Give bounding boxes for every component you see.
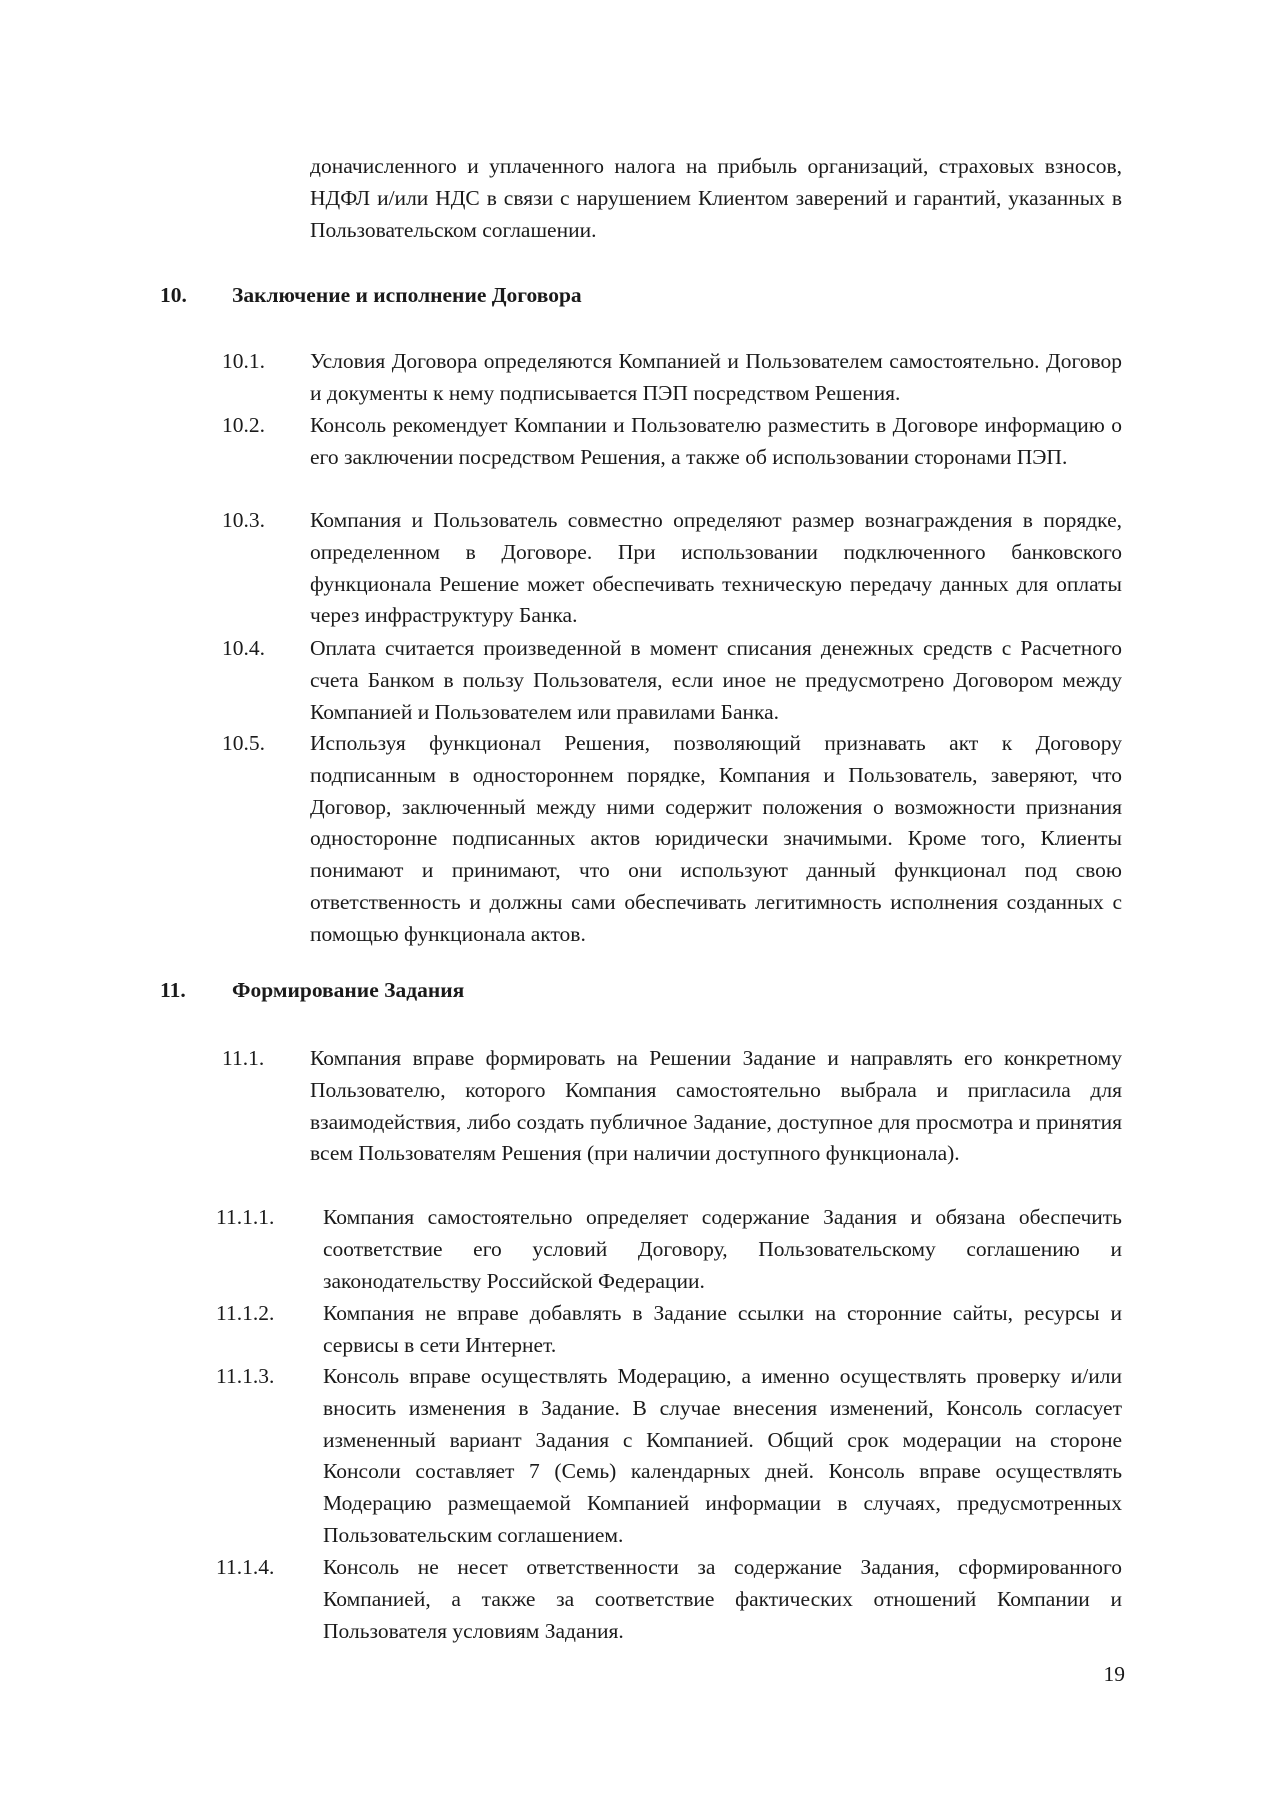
clause-text: Консоль вправе осуществлять Модерацию, а именно осуществлять проверку и/или вносить изменения в Задание. В случае внесения изменений, Консоль согласует измененный вариант Задания с Компанией. Общий срок модерации на стороне Консоли составляет 7 (Семь) календарных дней. Консоль вправе осуществлять Модерацию размещаемой Компанией информации в случаях, предусмотренных Пользовательским соглашением. [323,1364,1122,1547]
clause-number: 10.1. [222,349,265,373]
clause-text: Используя функционал Решения, позволяющий признавать акт к Договору подписанным в одностороннем порядке, Компания и Пользователь, заверяют, что Договор, заключенный между ними содержит положения о возможности признания односторонне подписанных актов юридически значимыми. Кроме того, Клиенты понимают и принимают, что они используют данный функционал под свою ответственность и должны сами обеспечивать легитимность исполнения созданных с помощью функционала актов. [310,731,1122,946]
page-number: 19 [1103,1662,1125,1686]
section-10-title: Заключение и исполнение Договора [232,283,582,307]
clause-number: 10.5. [222,731,265,755]
clause-text: Консоль не несет ответственности за содержание Задания, сформированного Компанией, а также за соответствие фактических отношений Компании и Пользователя условиям Задания. [323,1555,1122,1643]
clause-text: Условия Договора определяются Компанией и Пользователем самостоятельно. Договор и документы к нему подписывается ПЭП посредством Решения. [310,349,1122,405]
clause-number: 11.1.4. [216,1555,275,1579]
clause-text: Компания не вправе добавлять в Задание ссылки на сторонние сайты, ресурсы и сервисы в сети Интернет. [323,1301,1122,1357]
clause-text: Консоль рекомендует Компании и Пользователю разместить в Договоре информацию о его заключении посредством Решения, а также об использовании сторонами ПЭП. [310,413,1122,469]
clause-text: Компания самостоятельно определяет содержание Задания и обязана обеспечить соответствие его условий Договору, Пользовательскому соглашению и законодательству Российской Федерации. [323,1205,1122,1293]
clause-number: 11.1.3. [216,1364,275,1388]
clause-text: Компания вправе формировать на Решении Задание и направлять его конкретному Пользователю, которого Компания самостоятельно выбрала и пригласила для взаимодействия, либо создать публичное Задание, доступное для просмотра и принятия всем Пользователям Решения (при наличии доступного функционала). [310,1046,1122,1166]
section-11-title: Формирование Задания [232,978,465,1002]
clause-number: 10.2. [222,413,265,437]
clause-text: Оплата считается произведенной в момент списания денежных средств с Расчетного счета Банком в пользу Пользователя, если иное не предусмотрено Договором между Компанией и Пользователем или правилами Банка. [310,636,1122,724]
section-10-heading [160,283,582,308]
section-10-number: 10. [160,283,187,307]
clause-number: 10.4. [222,636,265,660]
section-11-heading [160,978,464,1003]
clause-number: 11.1.1. [216,1205,275,1229]
clause-text: Компания и Пользователь совместно определяют размер вознаграждения в порядке, определенном в Договоре. При использовании подключенного банковского функционала Решение может обеспечивать техническую передачу данных для оплаты через инфраструктуру Банка. [310,508,1122,628]
clause-number: 10.3. [222,508,265,532]
intro-continuation-paragraph: доначисленного и уплаченного налога на прибыль организаций, страховых взносов, НДФЛ и/или НДС в связи с нарушением Клиентом заверений и гарантий, указанных в Пользовательском соглашении. [310,154,1122,242]
clause-number: 11.1. [222,1046,265,1070]
section-11-number: 11. [160,978,186,1002]
clause-number: 11.1.2. [216,1301,275,1325]
